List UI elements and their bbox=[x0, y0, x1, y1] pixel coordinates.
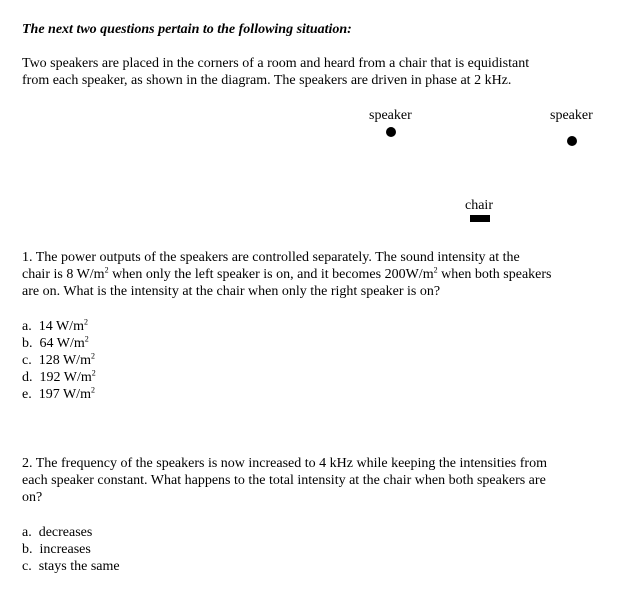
question-1-stem bbox=[22, 249, 618, 300]
q1-choice-d: d. 192 $W/m^2$ bbox=[22, 368, 96, 385]
q2-line-1: 2. The frequency of the speakers is now increased to 4 kHz while keeping the intensities from bbox=[22, 456, 547, 471]
q2-line-2: each speaker constant. What happens to the total intensity at the chair when both speakers are bbox=[22, 473, 546, 488]
intro-line-2: from each speaker, as shown in the diagram. The speakers are driven in phase at 2 kHz. bbox=[22, 73, 512, 88]
q1-line-1: 1. The power outputs of the speakers are controlled separately. The sound intensity at the bbox=[22, 250, 520, 265]
question-2-stem bbox=[22, 455, 618, 506]
q1-choice-a: a. 14 $W/m^2$ bbox=[22, 317, 88, 334]
q2-choice-b: b. increases bbox=[22, 542, 91, 557]
q1-choice-e: e. 197 $W/m^2$ bbox=[22, 385, 95, 402]
right-speaker-dot bbox=[567, 136, 577, 146]
q1-line-3: are on. What is the intensity at the chair when only the right speaker is on? bbox=[22, 284, 441, 299]
intro-paragraph bbox=[22, 55, 618, 89]
q1-choice-c: c. 128 $W/m^2$ bbox=[22, 351, 95, 368]
q1-choice-b: b. 64 $W/m^2$ bbox=[22, 334, 89, 351]
left-speaker-dot bbox=[386, 127, 396, 137]
intro-line-1: Two speakers are placed in the corners of a room and heard from a chair that is equidistant bbox=[22, 56, 530, 71]
q2-choice-c: c. stays the same bbox=[22, 559, 120, 574]
right-speaker-label: speaker bbox=[550, 108, 593, 123]
chair-label: chair bbox=[465, 198, 493, 213]
q2-choice-a: a. decreases bbox=[22, 525, 93, 540]
left-speaker-label: speaker bbox=[369, 108, 412, 123]
q2-line-3: on? bbox=[22, 490, 43, 505]
section-heading: The next two questions pertain to the following situation: bbox=[22, 22, 352, 37]
q1-line-2: chair is 8 $W/m^2$ when only the left speaker is on, and it becomes $200W/m^2$ when both speakers bbox=[22, 265, 552, 282]
chair-marker bbox=[470, 215, 490, 222]
